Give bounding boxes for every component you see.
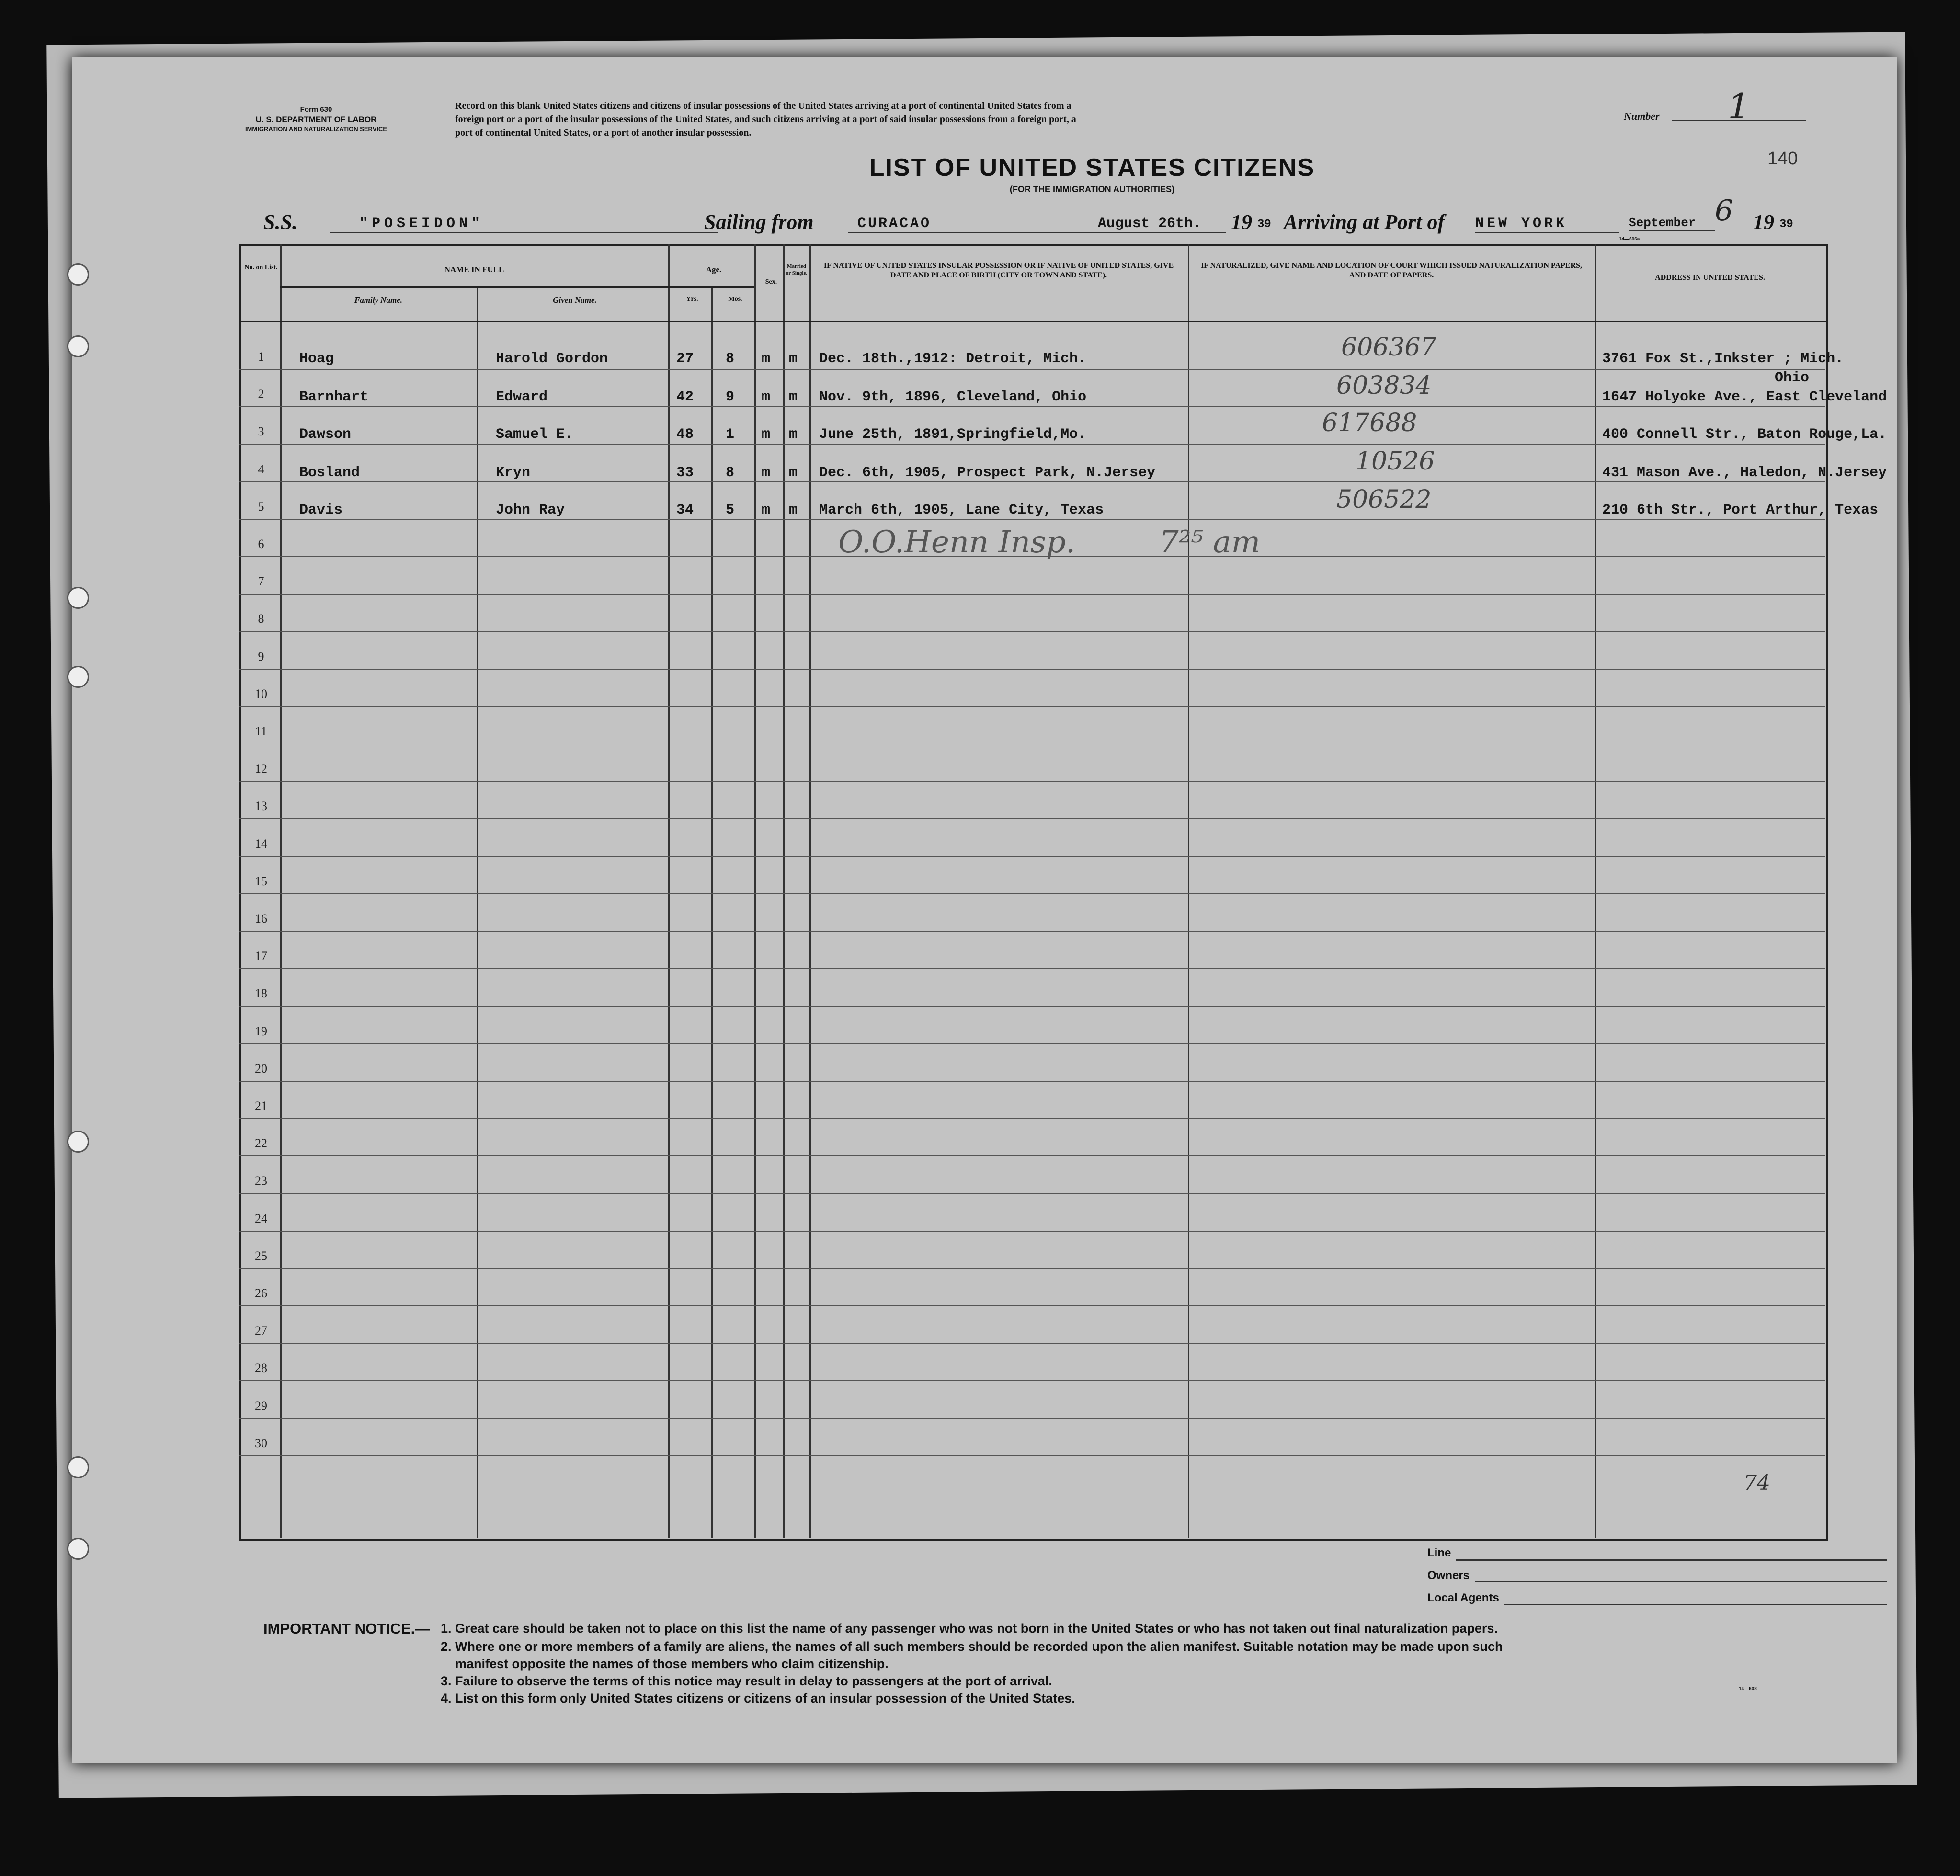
given-name: Samuel E. <box>496 426 574 443</box>
departure-year: 39 <box>1257 218 1271 231</box>
instruction-line: foreign port or a port of the insular possessions of the United States, and such citizens arriving at a port of said insular possessions from a foreign port, a <box>455 114 1076 125</box>
row-rule <box>239 1268 1825 1269</box>
address: 431 Mason Ave., Haledon, N.Jersey <box>1602 465 1887 481</box>
page-title: LIST OF UNITED STATES CITIZENS <box>869 154 1315 182</box>
age-years: 42 <box>676 389 694 405</box>
instruction-line: Record on this blank United States citizens and citizens of insular possessions of the United States arriving at a port of continental United States from a <box>455 101 1071 111</box>
row-rule <box>239 1305 1825 1306</box>
naturalization-number: 617688 <box>1322 409 1417 437</box>
naturalization-number: 10526 <box>1356 447 1435 476</box>
row-number: 7 <box>258 574 264 589</box>
naturalization-number: 506522 <box>1336 485 1432 514</box>
sex: m <box>762 426 771 443</box>
department-label: U. S. DEPARTMENT OF LABOR <box>255 115 377 124</box>
col-sex: Sex. <box>765 278 777 286</box>
row-rule <box>239 1193 1825 1194</box>
departure-port: CURACAO <box>848 216 1073 233</box>
row-rule <box>239 481 1825 482</box>
row-number: 4 <box>258 462 264 476</box>
agents-label: Local Agents <box>1427 1591 1499 1604</box>
family-name: Hoag <box>299 351 334 367</box>
row-rule <box>239 444 1825 445</box>
col-yrs: Yrs. <box>686 296 698 303</box>
col-name-in-full: NAME IN FULL <box>444 265 504 274</box>
sex: m <box>762 502 771 518</box>
form-number: Form 630 <box>300 105 332 114</box>
row-rule <box>239 781 1825 782</box>
sex: m <box>762 465 771 481</box>
row-number: 20 <box>255 1061 267 1075</box>
birth-info: Dec. 18th.,1912: Detroit, Mich. <box>819 351 1087 367</box>
owners-label: Owners <box>1427 1569 1470 1582</box>
row-number: 29 <box>255 1398 267 1413</box>
birth-info: June 25th, 1891,Springfield,Mo. <box>819 426 1087 443</box>
age-years: 27 <box>676 351 694 367</box>
row-rule <box>239 631 1825 632</box>
instruction-line: port of continental United States, or a port of another insular possession. <box>455 127 752 138</box>
departure-date: August 26th. <box>1073 216 1226 233</box>
agents-field <box>1504 1604 1887 1605</box>
binder-hole <box>67 263 89 286</box>
notice-item: 3. Failure to observe the terms of this notice may result in delay to passengers at the port of arrival. <box>441 1674 1052 1688</box>
address: 400 Connell Str., Baton Rouge,La. <box>1602 426 1887 443</box>
row-number: 25 <box>255 1248 267 1263</box>
row-rule <box>239 1418 1825 1419</box>
row-number: 28 <box>255 1361 267 1375</box>
row-number: 1 <box>258 350 264 364</box>
notice-item: 1. Great care should be taken not to place on this list the name of any passenger who was not born in the United States or who has not taken out final naturalization papers. <box>441 1621 1498 1636</box>
ss-label: S.S. <box>263 210 297 234</box>
row-rule <box>239 1155 1825 1156</box>
number-label: Number <box>1624 110 1660 122</box>
marital-status: m <box>789 351 798 367</box>
row-rule <box>239 856 1825 857</box>
marital-status: m <box>789 389 798 405</box>
row-rule <box>239 1081 1825 1082</box>
manifest-sheet <box>72 57 1897 1763</box>
column-divider <box>711 287 713 1538</box>
row-number: 16 <box>255 912 267 926</box>
service-label: IMMIGRATION AND NATURALIZATION SERVICE <box>245 126 387 133</box>
notice-label: IMPORTANT NOTICE.— <box>263 1620 430 1637</box>
age-months: 1 <box>726 426 735 443</box>
row-number: 23 <box>255 1174 267 1188</box>
address: 1647 Holyoke Ave., East Cleveland <box>1602 389 1887 405</box>
age-months: 5 <box>726 502 735 518</box>
row-number: 21 <box>255 1099 267 1113</box>
col-given: Given Name. <box>553 296 597 305</box>
print-code: 14—606a <box>1619 237 1640 242</box>
family-name: Barnhart <box>299 389 369 405</box>
marital-status: m <box>789 426 798 443</box>
col-naturalized: IF NATURALIZED, GIVE NAME AND LOCATION OF COURT WHICH ISSUED NATURALIZATION PAPERS, AND DATE OF PAPERS. <box>1201 262 1582 279</box>
row-rule <box>239 594 1825 595</box>
row-number: 18 <box>255 986 267 1001</box>
birth-info: March 6th, 1905, Lane City, Texas <box>819 502 1104 518</box>
given-name: Harold Gordon <box>496 351 608 367</box>
col-birth: IF NATIVE OF UNITED STATES INSULAR POSSESSION OR IF NATIVE OF UNITED STATES, GIVE DATE AND PLACE OF BIRTH (CITY OR TOWN AND STATE). <box>823 262 1174 279</box>
age-years: 48 <box>676 426 694 443</box>
naturalization-number: 603834 <box>1336 371 1432 400</box>
line-field <box>1456 1559 1887 1561</box>
age-months: 8 <box>726 465 735 481</box>
age-years: 34 <box>676 502 694 518</box>
col-mos: Mos. <box>728 296 742 303</box>
family-name: Dawson <box>299 426 352 443</box>
binder-hole <box>67 335 89 357</box>
arriving-label: Arriving at Port of <box>1284 210 1445 234</box>
birth-info: Nov. 9th, 1896, Cleveland, Ohio <box>819 389 1087 405</box>
bottom-number: 74 <box>1743 1471 1770 1495</box>
binder-hole <box>67 1456 89 1478</box>
binder-hole <box>67 1538 89 1560</box>
row-number: 2 <box>258 387 264 401</box>
arrival-month: September <box>1629 216 1715 231</box>
row-rule <box>239 1231 1825 1232</box>
inspection-time: 7²⁵ am <box>1159 525 1261 560</box>
naturalization-number: 606367 <box>1341 333 1436 362</box>
row-number: 27 <box>255 1324 267 1338</box>
row-number: 6 <box>258 537 264 551</box>
binder-hole <box>67 1131 89 1153</box>
row-number: 3 <box>258 424 264 439</box>
row-number: 19 <box>255 1024 267 1038</box>
row-rule <box>239 519 1825 520</box>
page-subtitle: (FOR THE IMMIGRATION AUTHORITIES) <box>1010 184 1174 194</box>
footer-print-code: 14—608 <box>1739 1686 1757 1692</box>
page-number: 140 <box>1767 149 1798 169</box>
row-rule <box>239 706 1825 707</box>
row-number: 24 <box>255 1211 267 1225</box>
row-rule <box>239 931 1825 932</box>
binder-hole <box>67 587 89 609</box>
ship-name: "POSEIDON" <box>330 216 718 233</box>
row-number: 14 <box>255 836 267 851</box>
row-number: 12 <box>255 762 267 776</box>
row-rule <box>239 818 1825 819</box>
sex: m <box>762 351 771 367</box>
given-name: Kryn <box>496 465 531 481</box>
row-number: 22 <box>255 1136 267 1151</box>
family-name: Bosland <box>299 465 360 481</box>
row-number: 15 <box>255 874 267 888</box>
year-prefix: 19 <box>1231 210 1252 234</box>
address: 210 6th Str., Port Arthur, Texas <box>1602 502 1879 518</box>
age-months: 8 <box>726 351 735 367</box>
family-name: Davis <box>299 502 343 518</box>
owners-field <box>1475 1581 1887 1582</box>
row-rule <box>239 1043 1825 1044</box>
marital-status: m <box>789 502 798 518</box>
col-married: Married or Single. <box>786 263 808 276</box>
arrival-port: NEW YORK <box>1475 216 1619 233</box>
given-name: John Ray <box>496 502 565 518</box>
row-number: 11 <box>255 724 267 738</box>
header-bottom-rule <box>239 321 1826 322</box>
binder-hole <box>67 666 89 688</box>
row-number: 26 <box>255 1286 267 1300</box>
row-number: 17 <box>255 949 267 963</box>
marital-status: m <box>789 465 798 481</box>
notice-item: 4. List on this form only United States citizens or citizens of an insular possession of the United States. <box>441 1691 1075 1705</box>
row-number: 30 <box>255 1436 267 1450</box>
address: 3761 Fox St.,Inkster ; Mich. <box>1602 351 1844 367</box>
row-number: 9 <box>258 649 264 663</box>
notice-item: 2. Where one or more members of a family are aliens, the names of all such members should be recorded upon the alien manifest. Suitable notation may be made upon such <box>441 1639 1503 1654</box>
col-no: No. on List. <box>244 264 278 271</box>
header-divider <box>280 286 754 288</box>
sailing-from-label: Sailing from <box>704 210 814 234</box>
sex: m <box>762 389 771 405</box>
address-note: Ohio <box>1775 370 1810 386</box>
number-value: 1 <box>1672 86 1806 121</box>
arrival-year: 39 <box>1779 218 1793 231</box>
row-rule <box>239 369 1825 370</box>
col-family: Family Name. <box>354 296 403 305</box>
arrival-year-prefix: 19 <box>1753 210 1774 234</box>
col-address: ADDRESS IN UNITED STATES. <box>1655 274 1765 282</box>
age-months: 9 <box>726 389 735 405</box>
row-rule <box>239 893 1825 894</box>
column-divider <box>477 287 478 1538</box>
col-age: Age. <box>706 265 722 274</box>
birth-info: Dec. 6th, 1905, Prospect Park, N.Jersey <box>819 465 1156 481</box>
row-rule <box>239 1380 1825 1381</box>
row-rule <box>239 1118 1825 1119</box>
notice-item: manifest opposite the names of those members who claim citizenship. <box>455 1657 889 1671</box>
inspector-signature: O.O.Henn Insp. <box>838 525 1076 560</box>
row-number: 13 <box>255 799 267 813</box>
row-number: 8 <box>258 612 264 626</box>
row-number: 10 <box>255 686 267 701</box>
line-label: Line <box>1427 1546 1451 1559</box>
age-years: 33 <box>676 465 694 481</box>
row-rule <box>239 1455 1825 1456</box>
arrival-day: 6 <box>1715 194 1733 228</box>
row-rule <box>239 669 1825 670</box>
row-number: 5 <box>258 499 264 514</box>
row-rule <box>239 406 1825 407</box>
given-name: Edward <box>496 389 548 405</box>
row-rule <box>239 1343 1825 1344</box>
row-rule <box>239 968 1825 969</box>
row-rule <box>239 1006 1825 1007</box>
